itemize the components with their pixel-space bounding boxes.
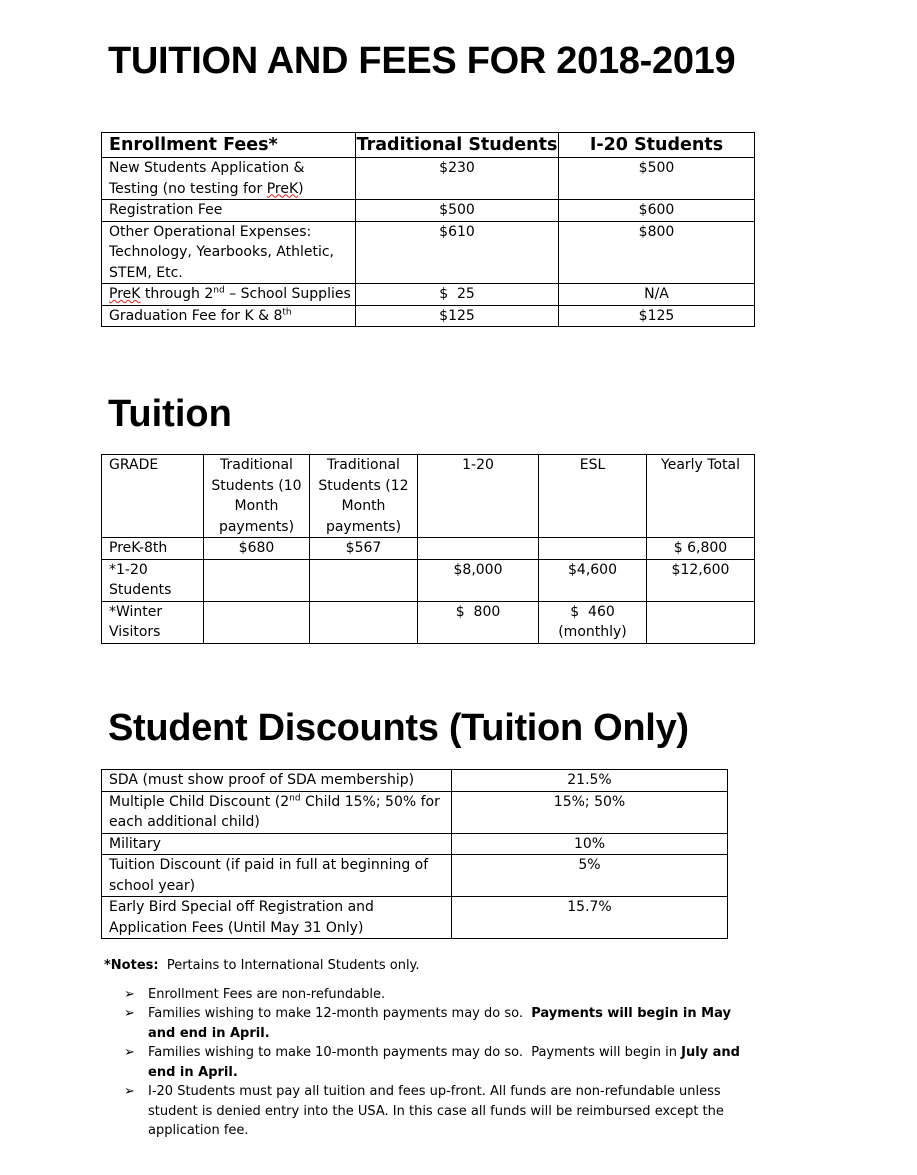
notes-list [104,985,754,1141]
grade-header: GRADE [102,455,204,538]
table-row [102,158,755,200]
arrow-bullet-icon: ➢ [124,1045,135,1060]
fee-traditional: $610 [356,221,559,284]
fee-item: Registration Fee [102,200,356,222]
table-row [102,601,755,643]
list-item: ➢ Enrollment Fees are non-refundable. [148,985,754,1005]
fee-item: New Students Application & Testing (no testing for PreK) [102,158,356,200]
tuition-table [101,454,755,644]
trad12-cell [310,559,418,601]
discounts-table [101,769,728,939]
trad12-cell: $567 [310,538,418,560]
grade-cell: *Winter Visitors [102,601,204,643]
total-cell: $12,600 [647,559,755,601]
i20-cell: $ 800 [418,601,539,643]
discount-item: Multiple Child Discount (2nd Child 15%; 50% for each additional child) [102,791,452,833]
discount-item: Tuition Discount (if paid in full at beginning of school year) [102,855,452,897]
discount-item: Early Bird Special off Registration and Application Fees (Until May 31 Only) [102,897,452,939]
table-row [102,305,755,327]
yearly-total-header: Yearly Total [647,455,755,538]
table-header-row [102,455,755,538]
discount-value: 15%; 50% [452,791,728,833]
table-header-row [102,133,755,158]
trad10-cell [204,559,310,601]
discount-value: 21.5% [452,770,728,792]
page-title: TUITION AND FEES FOR 2018-2019 [108,40,736,82]
discount-value: 15.7% [452,897,728,939]
table-row [102,897,728,939]
fee-i20: $800 [559,221,755,284]
table-row [102,791,728,833]
notes-heading: *Notes: Pertains to International Students only. [104,958,420,973]
esl-cell [539,538,647,560]
table-row [102,538,755,560]
total-cell: $ 6,800 [647,538,755,560]
i20-header: 1-20 [418,455,539,538]
fee-i20: N/A [559,284,755,306]
arrow-bullet-icon: ➢ [124,986,135,1002]
list-item: ➢ I-20 Students must pay all tuition and fees up-front. All funds are non-refundable unless student is denied entry into the USA. In this case all funds will be reimbursed except the application fee. [124,1084,724,1138]
fee-traditional: $230 [356,158,559,200]
notes-section [104,956,754,1141]
trad10-cell [204,601,310,643]
trad12-cell [310,601,418,643]
trad10-cell: $680 [204,538,310,560]
i20-cell: $8,000 [418,559,539,601]
discount-item: Military [102,833,452,855]
i20-students-header: I-20 Students [559,133,755,158]
total-cell [647,601,755,643]
enrollment-fees-table [101,132,755,327]
table-row [102,833,728,855]
list-item: ➢ Families wishing to make 12-month payments may do so. Payments will begin in May and end in April. [124,1006,731,1041]
traditional-12-month-header: Traditional Students (12 Month payments) [310,455,418,538]
fee-i20: $600 [559,200,755,222]
fee-item: Other Operational Expenses: Technology, Yearbooks, Athletic, STEM, Etc. [102,221,356,284]
fee-item: Graduation Fee for K & 8th [102,305,356,327]
traditional-students-header: Traditional Students [356,133,559,158]
table-row [102,221,755,284]
esl-header: ESL [539,455,647,538]
enrollment-fees-header: Enrollment Fees* [102,133,356,158]
traditional-10-month-header: Traditional Students (10 Month payments) [204,455,310,538]
table-row [102,559,755,601]
arrow-bullet-icon: ➢ [124,1084,135,1099]
discount-item: SDA (must show proof of SDA membership) [102,770,452,792]
esl-cell: $4,600 [539,559,647,601]
fee-item: PreK through 2nd – School Supplies [102,284,356,306]
grade-cell: *1-20 Students [102,559,204,601]
discounts-heading: Student Discounts (Tuition Only) [108,707,689,749]
fee-traditional: $125 [356,305,559,327]
fee-traditional: $500 [356,200,559,222]
table-row [102,200,755,222]
fee-i20: $500 [559,158,755,200]
table-row [102,770,728,792]
discount-value: 5% [452,855,728,897]
list-item: ➢ Families wishing to make 10-month payments may do so. Payments will begin in July and end in April. [124,1045,740,1080]
tuition-heading: Tuition [108,393,232,435]
fee-i20: $125 [559,305,755,327]
esl-cell: $ 460 (monthly) [539,601,647,643]
arrow-bullet-icon: ➢ [124,1006,135,1021]
table-row [102,284,755,306]
i20-cell [418,538,539,560]
table-row [102,855,728,897]
grade-cell: PreK-8th [102,538,204,560]
discount-value: 10% [452,833,728,855]
fee-traditional: $ 25 [356,284,559,306]
